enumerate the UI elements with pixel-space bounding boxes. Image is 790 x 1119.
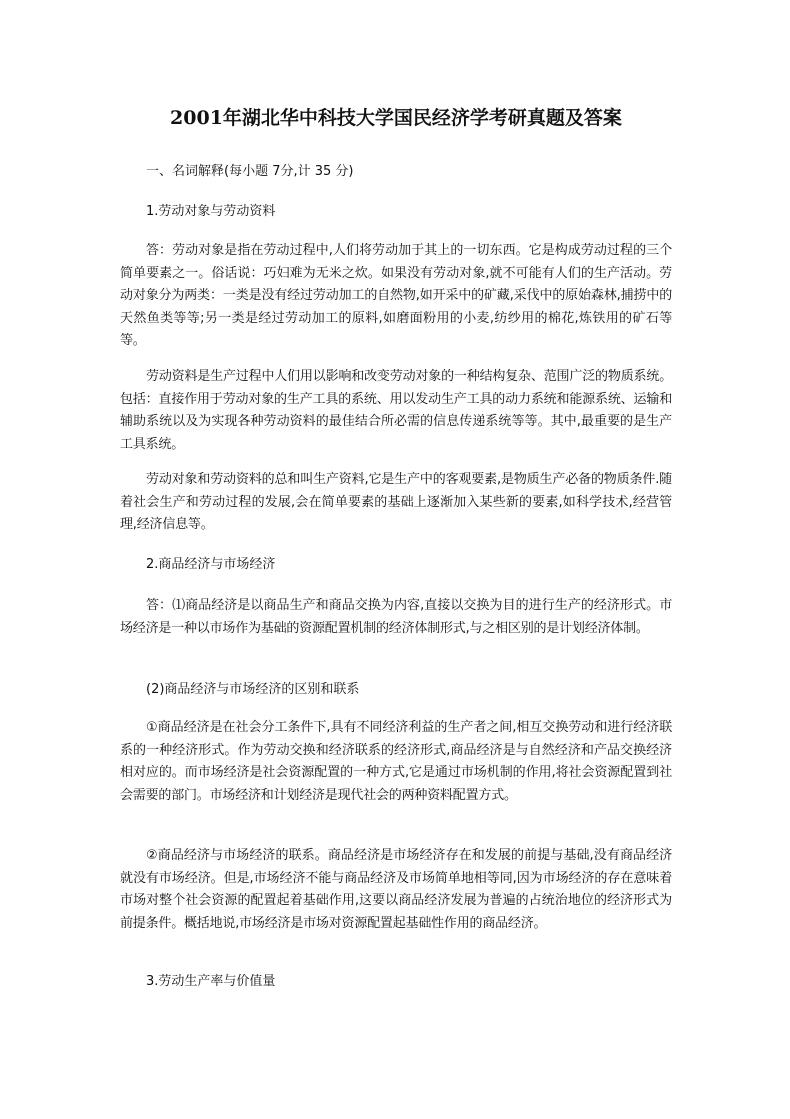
question-1-title: 1.劳动对象与劳动资料 [146,204,276,219]
question-1-answer-paragraph-1: 答：劳动对象是指在劳动过程中,人们将劳动加于其上的一切东西。它是构成劳动过程的三个简单要素之一。俗话说：巧妇难为无米之炊。如果没有劳动对象,就不可能有人们的生产活动。劳动对象分为两类：一类是没有经过劳动加工的自然物,如开采中的矿藏,采伐中的原始森林,捕捞中的天然鱼类等等;另一类是经过劳动加工的原料,如磨面粉用的小麦,纺纱用的棉花,炼铁用的矿石等等。 [120,243,672,348]
question-2-answer-paragraph-1: 答：⑴商品经济是以商品生产和商品交换为内容,直接以交换为目的进行生产的经济形式。市场经济是一种以市场作为基础的资源配置机制的经济体制形式,与之相区别的是计划经济体制。 [120,598,672,636]
question-2-title: 2.商品经济与市场经济 [146,557,276,572]
section-heading: 一、名词解释(每小题 7分,计 35 分) [146,164,354,179]
document-title: 2001年湖北华中科技大学国民经济学考研真题及答案 [170,107,622,129]
question-2-subheading: (2)商品经济与市场经济的区别和联系 [146,682,360,697]
question-2-answer-paragraph-2: ①商品经济是在社会分工条件下,具有不同经济利益的生产者之间,相互交换劳动和进行经济联系的一种经济形式。作为劳动交换和经济联系的经济形式,商品经济是与自然经济和产品交换经济相对应的。而市场经济是社会资源配置的一种方式,它是通过市场机制的作用,将社会资源配置到社会需要的部门。市场经济和计划经济是现代社会的两种资料配置方式。 [120,720,672,803]
question-1-answer-paragraph-3: 劳动对象和劳动资料的总和叫生产资料,它是生产中的客观要素,是物质生产必备的物质条件.随着社会生产和劳动过程的发展,会在简单要素的基础上逐渐加入某些新的要素,如科学技术,经营管理,经济信息等。 [120,472,672,532]
question-2-answer-paragraph-3: ②商品经济与市场经济的联系。商品经济是市场经济存在和发展的前提与基础,没有商品经济就没有市场经济。但是,市场经济不能与商品经济及市场简单地相等同,因为市场经济的存在意味着市场对整个社会资源的配置起着基础作用,这要以商品经济发展为普遍的占统治地位的经济形式为前提条件。概括地说,市场经济是市场对资源配置起基础性作用的商品经济。 [120,848,672,931]
question-1-answer-paragraph-2: 劳动资料是生产过程中人们用以影响和改变劳动对象的一种结构复杂、范围广泛的物质系统。包括：直接作用于劳动对象的生产工具的系统、用以发动生产工具的动力系统和能源系统、运输和辅助系统以及为实现各种劳动资料的最佳结合所必需的信息传递系统等等。其中,最重要的是生产工具系统。 [120,369,672,452]
question-3-title: 3.劳动生产率与价值量 [146,974,276,989]
